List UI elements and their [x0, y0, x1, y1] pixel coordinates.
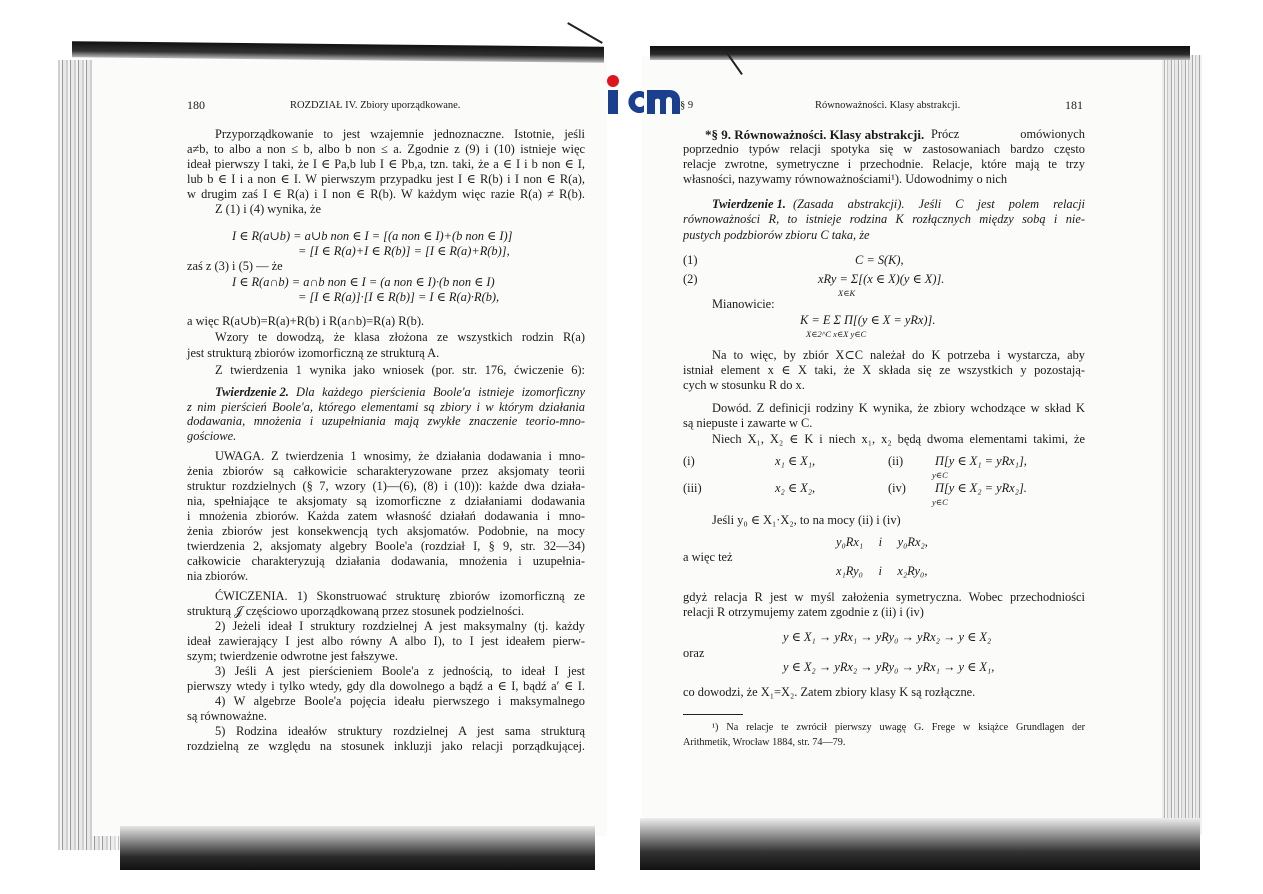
- left-text-line: 4) W algebrze Boole'a pojęcia ideału pierwszego i maksymalnego: [215, 694, 585, 708]
- left-text-line: 5) Rodzina ideałów struktury rozdzielnej A jest sama strukturą: [215, 724, 585, 738]
- left-text-line: Z (1) i (4) wynika, że: [215, 202, 321, 216]
- left-text-line: całkowicie charakteryzują działania dodawania, mnożenia i uzupełnia-: [187, 554, 585, 568]
- left-text-line: szym; twierdzenie odwrotne jest fałszywe.: [187, 649, 398, 663]
- right-text-line: (1): [683, 253, 698, 267]
- right-text-line: (ii): [888, 454, 904, 468]
- right-text-line: własności, nazywamy równoważnościami¹). Udowodnimy o nich: [683, 172, 1008, 186]
- right-text-line: a więc też: [683, 550, 733, 564]
- right-text-line: Jeśli y₀ ∈ X₁·X₂, to na mocy (ii) i (iv): [712, 513, 901, 527]
- left-text-line: lub b ∈ I i a non ∈ I. W pierwszym przypadku jest I ∈ R(b) i I non ∈ R(a),: [187, 172, 585, 186]
- right-text-line: ¹) Na relacje te zwrócił pierwszy uwagę G. Frege w książce Grundlagen der: [712, 722, 1085, 733]
- left-text-line: żenia zbiorów są całkowicie scharakteryzowane przez aksjomaty teorii: [187, 464, 585, 478]
- footnote-rule: [683, 714, 743, 715]
- left-page-number: 180: [187, 98, 205, 112]
- left-text-line: nia, spełniające te aksjomaty są izomorficzne z działaniami dodawania: [187, 494, 585, 508]
- left-text-line: twierdzenia 2, aksjomaty algebry Boole'a (rozdział I, § 9, str. 32—34): [187, 539, 585, 553]
- right-text-line: co dowodzi, że X₁=X₂. Zatem zbiory klasy K są rozłączne.: [683, 685, 976, 699]
- left-text-line: 2) Jeżeli ideał I struktury rozdzielnej A jest maksymalny (tj. każdy: [215, 619, 585, 633]
- left-text-line: są równoważne.: [187, 709, 267, 723]
- right-text-line: Niech X₁, X₂ ∈ K i niech x₁, x₂ będą dwoma elementami takimi, że: [712, 432, 1085, 446]
- right-text-line: K = E Σ Π[(y ∈ X = yRx)].: [800, 313, 936, 327]
- right-text-line: Arithmetik, Wrocław 1884, str. 74—79.: [683, 737, 846, 748]
- right-text-line: Π[y ∈ X₁ = yRx₁],: [935, 454, 1027, 468]
- left-text-line: = [I ∈ R(a)]·[I ∈ R(b)] = I ∈ R(a)·R(b),: [298, 290, 500, 304]
- right-text-line: istniał element x ∈ X taki, że X składa się ze wszystkich y pozostają-: [683, 363, 1085, 377]
- left-text-line: ĆWICZENIA. 1) Skonstruować strukturę zbiorów izomorficzną ze: [215, 589, 585, 603]
- left-text-line: zaś z (3) i (5) — że: [187, 259, 283, 273]
- left-text-line: struktur rozdzielnych (§ 7, wzory (1)—(6), (8) i (10)): każde dwa działa-: [187, 479, 585, 493]
- left-text-line: i mnożenia zbiorów. Każda zatem własność działań dodawania i mno-: [187, 509, 585, 523]
- right-text-line: Na to więc, by zbiór X⊂C należał do K potrzeba i wystarcza, aby: [712, 348, 1085, 362]
- right-text-line: są niepuste i zawarte w C.: [683, 416, 813, 430]
- right-text-line: relacji R otrzymujemy zatem zgodnie z (ii) i (iv): [683, 605, 924, 619]
- right-text-line: X∈2^C x∈X y∈C: [806, 329, 867, 339]
- right-text-line: x₁Ry₀ i x₂Ry₀,: [836, 564, 928, 578]
- left-text-line: gościowe.: [187, 429, 237, 443]
- left-text-line: Wzory te dowodzą, że klasa złożona ze wszystkich rodzin R(a): [215, 330, 585, 344]
- left-text-line: Przyporządkowanie to jest wzajemnie jednoznaczne. Istotnie, jeśli: [215, 127, 585, 141]
- page-shadow-bottom-left: [120, 826, 595, 870]
- left-text-line: Z twierdzenia 1 wynika jako wniosek (por. str. 176, ćwiczenie 6):: [215, 363, 585, 377]
- right-text-line: (iv): [888, 481, 906, 495]
- right-text-line: równoważności R, to istnieje rodzina K rozłącznych między sobą i nie-: [683, 212, 1085, 226]
- icm-logo: [600, 72, 684, 116]
- right-text-line: (i): [683, 454, 695, 468]
- logo-letter-i: [608, 90, 618, 114]
- left-text-line: dodawania, mnożenia i uzupełniania mają zwykłe znaczenie teorio-mno-: [187, 414, 585, 428]
- left-text-line: z nim pierścień Boole'a, którego elementami są zbiory i w którym działania: [187, 400, 585, 414]
- right-text-line: y₀Rx₁ i y₀Rx₂,: [836, 535, 928, 549]
- page-curl-mark: [567, 22, 603, 44]
- right-text-line: (Zasada abstrakcji). Jeśli C jest polem relacji: [793, 197, 1085, 211]
- right-text-line: y∈C: [932, 470, 948, 480]
- right-text-line: Mianowicie:: [712, 297, 775, 311]
- logo-letter-m: [647, 90, 680, 114]
- left-text-line: a≠b, to albo a non ≤ b, albo b non ≤ a. Zgodnie z (9) i (10) istnieje więc: [187, 142, 585, 156]
- right-text-line: y ∈ X₁ → yRx₁ → yRy₀ → yRx₂ → y ∈ X₂: [783, 630, 992, 644]
- left-text-line: strukturą 𝒥 częściowo uporządkowaną przez stosunek podzielności.: [187, 604, 525, 618]
- right-text-line: gdyż relacja R jest w myśl założenia symetryczna. Wobec przechodniości: [683, 590, 1085, 604]
- left-text-line: UWAGA. Z twierdzenia 1 wnosimy, że działania dodawania i mno-: [215, 449, 585, 463]
- left-text-line: żenia zbiorów jest konsekwencją tych aksjomatów. Podobnie, na mocy: [187, 524, 585, 538]
- right-text-line: pustych podzbiorów zbioru C taka, że: [683, 228, 870, 242]
- right-text-line: y∈C: [932, 497, 948, 507]
- left-text-line: ideał zawierający I jest albo równy A albo I), to I jest ideałem pierw-: [187, 634, 585, 648]
- right-section-mark: § 9: [680, 100, 694, 111]
- right-page-number: 181: [1065, 98, 1083, 112]
- right-text-line: (iii): [683, 481, 702, 495]
- right-text-line: x₂ ∈ X₂,: [775, 481, 816, 495]
- right-text-line: relacje zwrotne, symetryczne i przechodnie. Relacje, które mają te trzy: [683, 157, 1085, 171]
- left-text-line: nia zbiorów.: [187, 569, 249, 583]
- right-text-line: Prócz omówionych: [931, 127, 1085, 141]
- logo-dot: [607, 75, 619, 87]
- right-text-line: Π[y ∈ X₂ = yRx₂].: [935, 481, 1027, 495]
- right-text-line: (2): [683, 272, 698, 286]
- right-text-line: x₁ ∈ X₁,: [775, 454, 816, 468]
- left-text-line: I ∈ R(a∪b) = a∪b non ∈ I = [(a non ∈ I)+(b non ∈ I)]: [232, 229, 513, 243]
- left-running-head: ROZDZIAŁ IV. Zbiory uporządkowane.: [290, 100, 461, 111]
- left-text-line: = [I ∈ R(a)+I ∈ R(b)] = [I ∈ R(a)+R(b)],: [298, 244, 510, 258]
- right-text-line: y ∈ X₂ → yRx₂ → yRy₀ → yRx₁ → y ∈ X₁,: [783, 660, 995, 674]
- left-text-line: I ∈ R(a∩b) = a∩b non ∈ I = (a non ∈ I)·(b non ∈ I): [232, 275, 495, 289]
- right-text-line: Dowód. Z definicji rodziny K wynika, że zbiory wchodzące w skład K: [712, 401, 1085, 415]
- right-text-line: Twierdzenie 1.: [712, 197, 786, 211]
- left-text-line: ideał pierwszy I taki, że I ∈ Pa,b lub I ∈ Pb,a, tzn. taki, że a ∈ I i b non ∈ I,: [187, 157, 585, 171]
- right-text-line: poprzednio typów relacji spotyka się w zastosowaniach bardzo często: [683, 142, 1085, 156]
- left-text-line: Twierdzenie 2.: [215, 385, 289, 399]
- left-text-line: 3) Jeśli A jest pierścieniem Boole'a z jednością, to ideał I jest: [215, 664, 585, 678]
- left-text-line: a więc R(a∪b)=R(a)+R(b) i R(a∩b)=R(a) R(b).: [187, 314, 425, 328]
- right-text-line: xRy = Σ[(x ∈ X)(y ∈ X)].: [818, 272, 945, 286]
- right-text-line: C = S(K),: [855, 253, 904, 267]
- right-text-line: cych w stosunku R do x.: [683, 378, 805, 392]
- right-text-line: oraz: [683, 646, 705, 660]
- left-text-line: Dla każdego pierścienia Boole'a istnieje izomorficzny: [296, 385, 585, 399]
- left-text-line: w drugim zaś I ∈ R(a) i I non ∈ R(b). W każdym więc razie R(a) ≠ R(b).: [187, 187, 585, 201]
- right-text-line: *§ 9. Równoważności. Klasy abstrakcji.: [705, 127, 925, 142]
- logo-letter-c: [628, 91, 644, 113]
- right-running-head: Równoważności. Klasy abstrakcji.: [815, 100, 961, 111]
- page-shadow-bottom-right: [640, 818, 1200, 870]
- left-text-line: rozdzielną ze względu na stosunek inkluzji jako relacji porządkującej.: [187, 739, 585, 753]
- left-text-line: jest strukturą zbiorów izomorficzną ze strukturą A.: [187, 346, 440, 360]
- right-text-line: X∈K: [838, 288, 856, 298]
- left-text-line: pierwszy wtedy i tylko wtedy, gdy dla dowolnego a bądź a ∈ I, bądź a′ ∈ I.: [187, 679, 585, 693]
